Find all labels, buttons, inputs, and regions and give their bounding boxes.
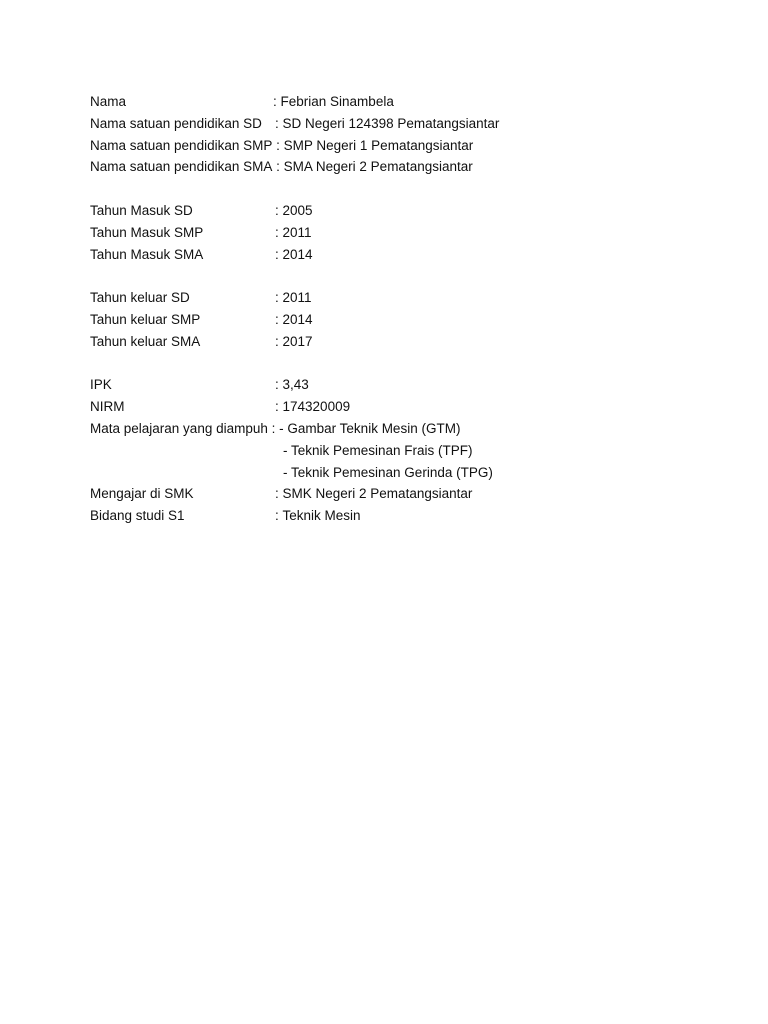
row-satuan-sma (90, 156, 710, 178)
spacer (90, 178, 710, 200)
value-mapel-item: - Teknik Pemesinan Frais (TPF) (283, 442, 473, 458)
separator: : (276, 137, 284, 153)
label-satuan-sma: Nama satuan pendidikan SMA (90, 159, 273, 175)
value-nirm: 174320009 (282, 399, 351, 415)
value-bidang-studi: Teknik Mesin (282, 508, 361, 524)
label-satuan-smp: Nama satuan pendidikan SMP (90, 137, 273, 153)
label-ipk: IPK (90, 377, 112, 393)
separator: : (275, 399, 283, 415)
label-bidang-studi: Bidang studi S1 (90, 508, 185, 524)
row-tahun-keluar-sma (90, 331, 710, 353)
value-nama: Febrian Sinambela (280, 94, 394, 109)
label-tahun-keluar-sma: Tahun keluar SMA (90, 333, 201, 349)
biodata-document (90, 91, 710, 527)
separator: : (273, 94, 281, 109)
row-ipk (90, 374, 710, 396)
separator: : (275, 486, 283, 502)
value-tahun-masuk-smp: 2011 (282, 224, 312, 240)
separator: : (275, 508, 283, 524)
label-nama: Nama (90, 94, 127, 109)
row-tahun-keluar-smp (90, 309, 710, 331)
row-mapel (90, 418, 710, 440)
value-tahun-masuk-sma: 2014 (282, 246, 313, 262)
value-mapel-item: - Teknik Pemesinan Gerinda (TPG) (283, 464, 493, 480)
separator: : (275, 311, 283, 327)
row-mengajar (90, 483, 710, 505)
value-satuan-sd: SD Negeri 124398 Pematangsiantar (282, 115, 500, 131)
row-satuan-sd (90, 113, 710, 135)
value-ipk: 3,43 (282, 377, 309, 393)
row-tahun-masuk-sd (90, 200, 710, 222)
label-mapel: Mata pelajaran yang diampuh (90, 420, 268, 436)
separator: : (275, 202, 283, 218)
row-tahun-masuk-smp (90, 222, 710, 244)
value-tahun-keluar-sma: 2017 (282, 333, 313, 349)
row-bidang-studi (90, 505, 710, 527)
value-tahun-masuk-sd: 2005 (282, 202, 313, 218)
separator: : (275, 377, 283, 393)
value-tahun-keluar-smp: 2014 (282, 311, 313, 327)
spacer (90, 353, 710, 375)
separator: : (275, 246, 283, 262)
value-mapel-item: - Gambar Teknik Mesin (GTM) (279, 420, 461, 436)
label-tahun-masuk-sd: Tahun Masuk SD (90, 202, 193, 218)
separator: : (275, 333, 283, 349)
separator: : (276, 159, 284, 175)
separator: : (275, 224, 283, 240)
label-tahun-keluar-sd: Tahun keluar SD (90, 290, 190, 306)
row-mapel-continued (90, 462, 710, 484)
row-nirm (90, 396, 710, 418)
label-nirm: NIRM (90, 399, 125, 415)
row-tahun-keluar-sd (90, 287, 710, 309)
row-nama (90, 91, 710, 113)
label-tahun-masuk-sma: Tahun Masuk SMA (90, 246, 204, 262)
separator: : (275, 115, 283, 131)
value-satuan-sma: SMA Negeri 2 Pematangsiantar (283, 159, 473, 175)
label-mengajar: Mengajar di SMK (90, 486, 194, 502)
spacer (90, 265, 710, 287)
row-mapel-continued (90, 440, 710, 462)
row-tahun-masuk-sma (90, 244, 710, 266)
value-satuan-smp: SMP Negeri 1 Pematangsiantar (283, 137, 474, 153)
label-tahun-masuk-smp: Tahun Masuk SMP (90, 224, 204, 240)
separator: : (271, 420, 280, 436)
label-satuan-sd: Nama satuan pendidikan SD (90, 115, 262, 131)
label-tahun-keluar-smp: Tahun keluar SMP (90, 311, 201, 327)
value-tahun-keluar-sd: 2011 (282, 290, 312, 306)
separator: : (275, 290, 283, 306)
value-mengajar: SMK Negeri 2 Pematangsiantar (282, 486, 473, 502)
row-satuan-smp (90, 135, 710, 157)
